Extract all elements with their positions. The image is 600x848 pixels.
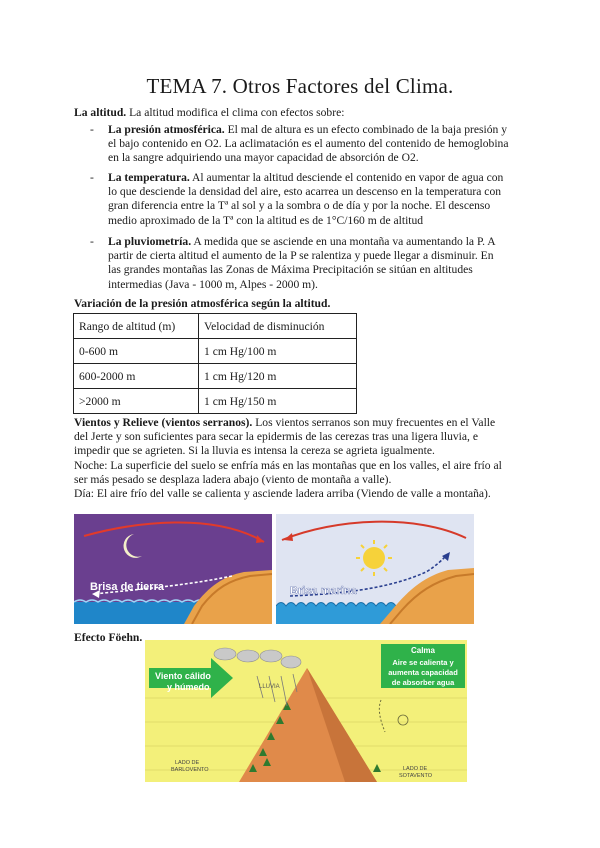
table-cell: 0-600 m [74, 339, 199, 364]
table-cell: 600-2000 m [74, 364, 199, 389]
sea-breeze-illustration [276, 514, 474, 624]
vientos-heading: Vientos y Relieve (vientos serranos). [74, 416, 253, 429]
table-header-row [74, 314, 357, 339]
paragraph-line: ser más pesado se desplaza ladera abajo (viento de montaña a valle). [74, 472, 392, 486]
calm-line1: Aire se calienta y [392, 658, 454, 667]
list-item-pluviometria [108, 235, 534, 292]
item-label: La pluviometría. [108, 235, 192, 248]
leeward-label-line2: SOTAVENTO [399, 773, 433, 779]
vientos-paragraph [74, 416, 534, 501]
windward-label-line1: LADO DE [175, 760, 200, 766]
sun-disc [363, 547, 385, 569]
night-sea [74, 602, 204, 624]
table-caption [74, 297, 534, 311]
list-item-presion [108, 123, 534, 166]
item-line: lo que desciende la densidad del aire, esto acarrea un descenso en la temperatura con [108, 185, 502, 199]
item-label: La presión atmosférica. [108, 123, 225, 136]
item-line: el bajo contenido en O2. La aclimatación es el aumento del contenido de hemoglobina [108, 137, 509, 151]
table-row [74, 389, 357, 414]
item-line: intermedias (Java - 1000 m, Alpes - 2000 m). [108, 277, 318, 291]
altitud-intro [74, 106, 534, 120]
foehn-figure [145, 640, 467, 782]
pressure-table [73, 313, 357, 414]
item-label: La temperatura. [108, 171, 190, 184]
page-title: TEMA 7. Otros Factores del Clima. [146, 74, 454, 98]
wind-label-line2: y húmedo [167, 682, 210, 692]
sea-breeze-label: Brisa marina [290, 585, 357, 597]
foehn-illustration [145, 640, 467, 782]
calm-line2: aumenta capacidad [388, 668, 458, 677]
item-line: gran diferencia entre la Tª al sol y a la sombra o de día y por la noche. El descenso [108, 199, 491, 213]
table-cell: 1 cm Hg/120 m [199, 364, 357, 389]
foehn-heading-text: Efecto Föehn. [74, 631, 143, 644]
paragraph-line: impedir que se agrieten. Si la lluvia es intensa la cereza se agrieta igualmente. [74, 444, 435, 458]
paragraph-line: Noche: La superficie del suelo se enfría más en las montañas que en los valles, el aire frío al [74, 458, 502, 472]
paragraph-line: del Jerte y son suficientes para secar la epidermis de las cerezas tras una ligera lluvia, e [74, 430, 478, 444]
list-bullet: - [90, 235, 94, 248]
altitud-intro-text: La altitud modifica el clima con efectos sobre: [129, 106, 345, 119]
leeward-label-line1: LADO DE [403, 766, 428, 772]
item-line: las grandes montañas las Zonas de Máxima Precipitación se sitúan en altitudes [108, 263, 473, 277]
paragraph-line: Día: El aire frío del valle se calienta y asciende ladera arriba (Viendo de valle a montaña). [74, 487, 491, 501]
calm-title: Calma [410, 646, 436, 655]
table-header-cell: Velocidad de disminución [199, 314, 357, 339]
item-line: medio aproximado de la Tª con la altitud es de 1°C/160 m de altitud [108, 213, 424, 227]
table-cell: 1 cm Hg/150 m [199, 389, 357, 414]
sea-breeze-figure [276, 514, 474, 624]
item-line: en la sangre adquiriendo una mayor capacidad de absorción de O2. [108, 151, 419, 165]
wind-label-line1: Viento cálido [155, 671, 211, 681]
land-breeze-label: Brisa de tierra [90, 581, 164, 593]
rain-label: LLUVIA [259, 684, 280, 690]
list-item-temperatura [108, 171, 534, 228]
item-line: partir de cierta altitud el aumento de la P se ralentiza y puede llegar a disminuir. En [108, 249, 494, 263]
item-line: El mal de altura es un efecto combinado de la baja presión y [227, 123, 508, 136]
list-bullet: - [90, 123, 94, 136]
calm-line3: de absorber agua [391, 678, 455, 687]
table-caption-text: Variación de la presión atmosférica según la altitud. [74, 297, 331, 310]
land-breeze-figure [74, 514, 272, 624]
item-line: Al aumentar la altitud desciende el contenido en vapor de agua con [192, 171, 504, 184]
list-bullet: - [90, 171, 94, 184]
table-cell: >2000 m [74, 389, 199, 414]
item-line: A medida que se asciende en una montaña va aumentando la P. A [193, 235, 496, 248]
land-breeze-illustration [74, 514, 272, 624]
table-row [74, 364, 357, 389]
table-header-cell: Rango de altitud (m) [74, 314, 199, 339]
table-cell: 1 cm Hg/100 m [199, 339, 357, 364]
altitud-heading: La altitud. [74, 106, 127, 119]
windward-label-line2: BARLOVENTO [171, 767, 209, 773]
paragraph-line: Los vientos serranos son muy frecuentes en el Valle [255, 416, 496, 429]
table-row [74, 339, 357, 364]
